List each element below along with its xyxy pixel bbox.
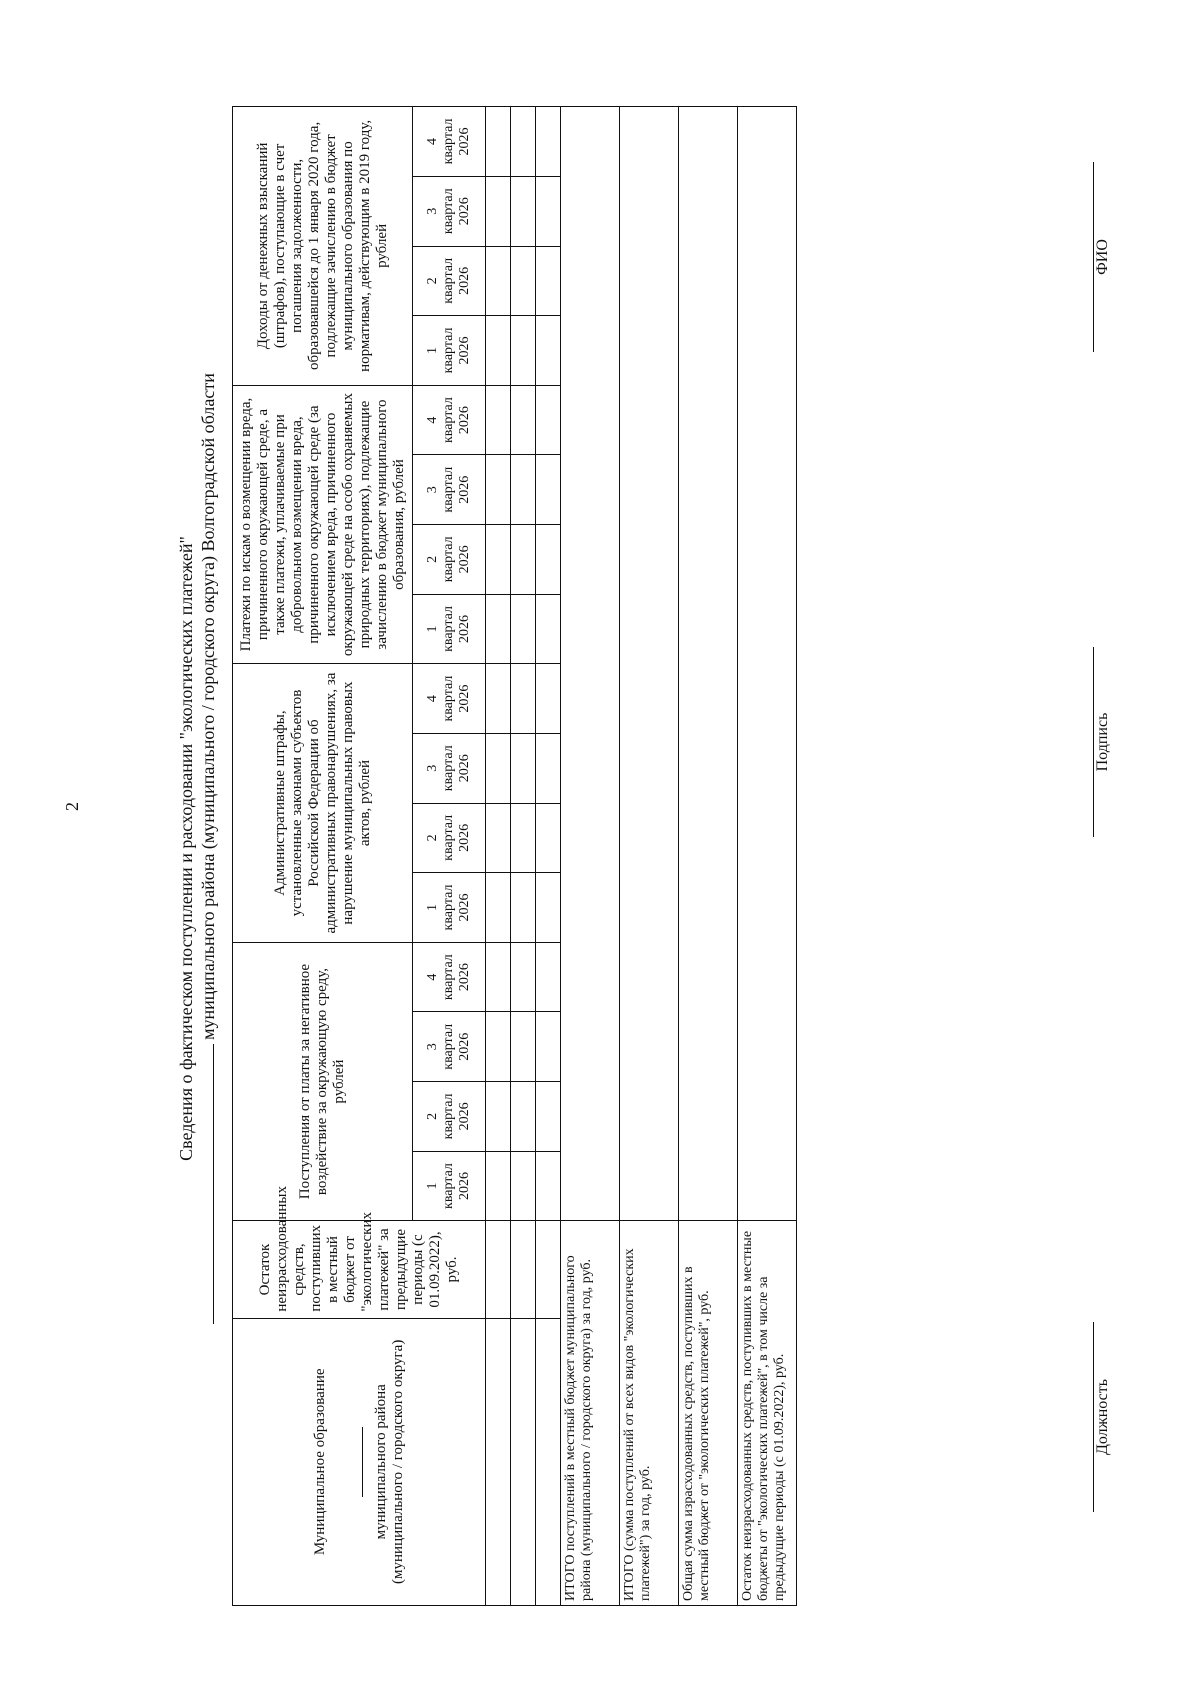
summary-label: ИТОГО (сумма поступлений от всех видов "экологических платежей") за год, руб. <box>620 1221 679 1606</box>
table-cell[interactable] <box>536 1318 561 1605</box>
title-line-1: Сведения о фактическом поступлении и расходовании "экологических платежей" <box>176 536 196 1161</box>
summary-label: Остаток неизрасходованных средств, поступивших в местные бюджеты от "экологических платежей", в том числе за предыдущие периоды (с 01.09.2022), руб. <box>738 1221 797 1606</box>
table-cell[interactable] <box>486 664 511 734</box>
table-row <box>486 107 511 1606</box>
table-cell[interactable] <box>486 733 511 803</box>
table-cell[interactable] <box>536 1151 561 1221</box>
table-cell[interactable] <box>486 803 511 873</box>
header-group-label: Платежи по искам о возмещении вреда, причиненного окружающей среде, а также платежи, уплачиваемые при добровольном возмещении вреда, причиненного окружающей среде (за исключением вреда, причиненного окружающей среде на особо охраняемых природных территориях), подлежащие зачислению в бюджет муниципального образования, рублей <box>237 393 407 657</box>
quarter-header: 3 квартал 2026 <box>413 733 486 803</box>
summary-value-cell[interactable] <box>561 107 620 1221</box>
summary-value-cell[interactable] <box>738 107 797 1221</box>
header-group-label: Доходы от денежных взысканий (штрафов), поступающие в счет погашения задолженности, образовавшейся до 1 января 2020 года, подлежащие зачислению в бюджет муниципального образования по нормативам, действующим в 2019 году, рублей <box>254 119 390 372</box>
quarter-header: 3 квартал 2026 <box>413 455 486 525</box>
table-cell[interactable] <box>511 176 536 246</box>
document-title <box>175 0 219 1697</box>
table-cell[interactable] <box>486 1318 511 1605</box>
table-cell[interactable] <box>486 1012 511 1082</box>
header-balance-label: Остаток неизрасходованных средств, поступивших в местный бюджет от "экологических платежей" за предыдущие периоды (с 01.09.2022), руб. <box>257 1186 460 1312</box>
table-cell[interactable] <box>486 525 511 595</box>
signature-sign <box>1093 647 1112 837</box>
table-cell[interactable] <box>511 1012 536 1082</box>
quarter-header: 4 квартал 2026 <box>413 664 486 734</box>
table-cell[interactable] <box>536 525 561 595</box>
title-blank-line <box>199 1044 214 1324</box>
table-row <box>511 107 536 1606</box>
summary-row <box>679 107 738 1606</box>
signature-position <box>1093 1322 1112 1512</box>
title-line-2: муниципального района (муниципального / городского округа) Волгоградской области <box>198 373 218 1040</box>
table-cell[interactable] <box>511 942 536 1012</box>
quarter-header: 3 квартал 2026 <box>413 1012 486 1082</box>
table-cell[interactable] <box>511 455 536 525</box>
header-group-label: Административные штрафы, установленные законами субъектов Российской Федерации об административных правонарушениях, за нарушение муниципальных правовых актов, рублей <box>271 672 373 934</box>
table-cell[interactable] <box>511 733 536 803</box>
quarter-header: 2 квартал 2026 <box>413 803 486 873</box>
header-municipality-label: Муниципальное образование <box>311 1368 328 1556</box>
summary-value-cell[interactable] <box>620 107 679 1221</box>
table-cell[interactable] <box>511 873 536 943</box>
signature-label: Подпись <box>1094 712 1111 772</box>
table-cell[interactable] <box>536 107 561 177</box>
table-cell[interactable] <box>511 107 536 177</box>
table-cell[interactable] <box>511 664 536 734</box>
table-cell[interactable] <box>536 1082 561 1152</box>
table-cell[interactable] <box>486 594 511 664</box>
table-cell[interactable] <box>536 733 561 803</box>
table-cell[interactable] <box>536 664 561 734</box>
signature-name <box>1093 162 1112 352</box>
table-cell[interactable] <box>536 316 561 386</box>
header-group-1 <box>233 942 413 1221</box>
table-cell[interactable] <box>486 942 511 1012</box>
summary-row <box>620 107 679 1606</box>
table-cell[interactable] <box>536 385 561 455</box>
header-group-label: Поступления от платы за негативное воздействие за окружающую среду, рублей <box>297 963 347 1200</box>
header-municipality <box>233 1318 486 1605</box>
quarter-header: 1 квартал 2026 <box>413 873 486 943</box>
quarter-header: 3 квартал 2026 <box>413 176 486 246</box>
table-cell[interactable] <box>536 246 561 316</box>
quarter-header: 1 квартал 2026 <box>413 316 486 386</box>
table-cell[interactable] <box>486 176 511 246</box>
table-cell[interactable] <box>486 316 511 386</box>
quarter-header: 4 квартал 2026 <box>413 942 486 1012</box>
table-cell[interactable] <box>511 803 536 873</box>
quarter-header: 2 квартал 2026 <box>413 1082 486 1152</box>
quarter-header: 1 квартал 2026 <box>413 1151 486 1221</box>
summary-row <box>738 107 797 1606</box>
quarter-header: 2 квартал 2026 <box>413 525 486 595</box>
table-cell[interactable] <box>486 1151 511 1221</box>
summary-value-cell[interactable] <box>679 107 738 1221</box>
table-cell[interactable] <box>536 455 561 525</box>
report-table <box>232 106 797 1606</box>
header-group-2 <box>233 664 413 943</box>
quarter-header: 2 квартал 2026 <box>413 246 486 316</box>
municipality-blank-line <box>361 1427 363 1497</box>
table-cell[interactable] <box>536 942 561 1012</box>
name-label: ФИО <box>1094 239 1111 275</box>
table-cell[interactable] <box>486 1221 511 1318</box>
quarter-header: 1 квартал 2026 <box>413 594 486 664</box>
table-cell[interactable] <box>511 1151 536 1221</box>
table-cell[interactable] <box>536 803 561 873</box>
summary-label: Общая сумма израсходованных средств, поступивших в местный бюджет от "экологических платежей", руб. <box>679 1221 738 1606</box>
table-cell[interactable] <box>486 1082 511 1152</box>
header-municipality-sublabel: муниципального района (муниципального / городского округа) <box>372 1339 406 1584</box>
quarter-header: 4 квартал 2026 <box>413 107 486 177</box>
table-cell[interactable] <box>536 1221 561 1318</box>
title-line-2-wrapper <box>197 373 219 1324</box>
table-cell[interactable] <box>511 1221 536 1318</box>
table-cell[interactable] <box>536 176 561 246</box>
header-group-3 <box>233 385 413 664</box>
table-cell[interactable] <box>511 316 536 386</box>
table-cell[interactable] <box>511 246 536 316</box>
table-cell[interactable] <box>536 873 561 943</box>
table-cell[interactable] <box>511 525 536 595</box>
summary-row <box>561 107 620 1606</box>
position-label: Должность <box>1094 1378 1111 1456</box>
table-cell[interactable] <box>486 246 511 316</box>
table-cell[interactable] <box>511 1318 536 1605</box>
table-cell[interactable] <box>511 1082 536 1152</box>
table-cell[interactable] <box>536 1012 561 1082</box>
table-cell[interactable] <box>486 107 511 177</box>
quarter-header: 4 квартал 2026 <box>413 385 486 455</box>
table-row <box>536 107 561 1606</box>
table-cell[interactable] <box>486 385 511 455</box>
table-cell[interactable] <box>486 873 511 943</box>
page-number: 2 <box>62 802 82 811</box>
table-cell[interactable] <box>511 594 536 664</box>
header-group-4 <box>233 107 413 386</box>
table-cell[interactable] <box>536 594 561 664</box>
summary-label: ИТОГО поступлений в местный бюджет муниципального района (муниципального / городского округа) за год, руб. <box>561 1221 620 1606</box>
table-cell[interactable] <box>486 455 511 525</box>
table-cell[interactable] <box>511 385 536 455</box>
